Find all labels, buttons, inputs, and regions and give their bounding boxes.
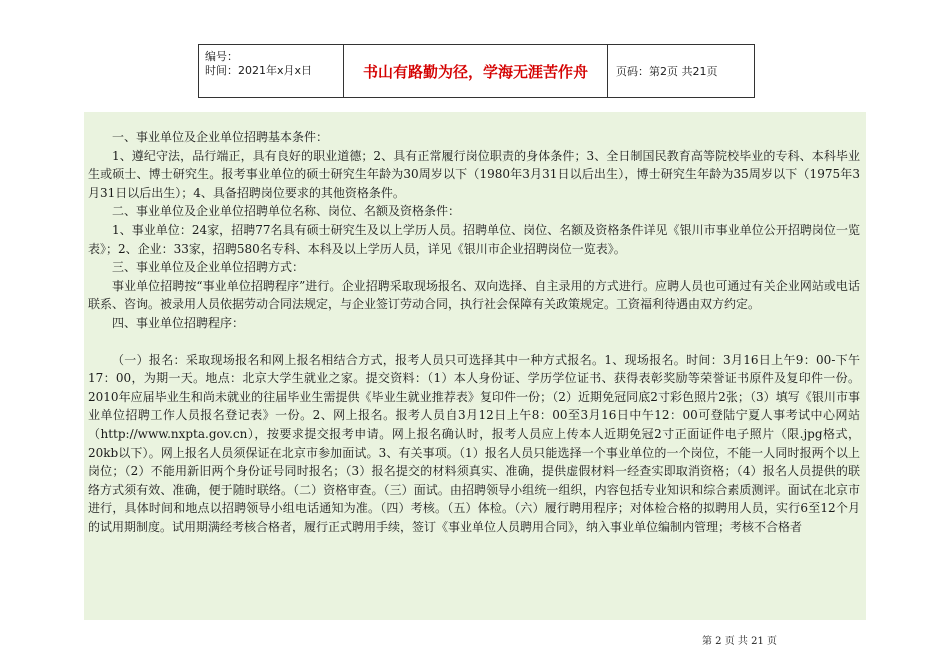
document-date: 时间：2021年x月x日 [205, 64, 313, 77]
section-heading-1: 一、事业单位及企业单位招聘基本条件： [112, 130, 329, 144]
section-heading-2: 二、事业单位及企业单位招聘单位名称、岗位、名额及资格条件： [112, 204, 461, 219]
paragraph-procedure: （一）报名：采取现场报名和网上报名相结合方式，报考人员只可选择其中一种方式报名。1、现场报名。时间：3月16日上午9：00-下午17：00，为期一天。地点：北京大学生就业之家。提交资料：（1）本人身份证、学历学位证书、获得表彰奖励等荣誉证书原件及复印件一份。2010年应届毕业生和尚未就业的往届毕业生需提供《毕业生就业推荐表》复印件一份；（2）近期免冠同底2寸彩色照片2张；（3）填写《银川市事业单位招聘工作人员报名登记表》一份。2、网上报名。报考人员自3月12日上午8：00至3月16日中午12：00可登陆宁夏人事考试中心网站（http://www.nxpta.gov.cn），按要求提交报考申请。网上报名确认时，报考人员应上传本人近期免冠2寸正面证件电子照片（限.jpg格式，20kb以下）。网上报名人员须保证在北京市参加面试。3、有关事项。（1）报名人员只能选择一个事业单位的一个岗位，不能一人同时报两个以上岗位；（2）不能用新旧两个身份证号同时报名；（3）报名提交的材料须真实、准确，提供虚假材料一经查实即取消资格；（4）报名人员提供的联络方式须有效、准确，便于随时联络。（二）资格审查。（三）面试。由招聘领导小组统一组织，内容包括专业知识和综合素质测评。面试在北京市进行，具体时间和地点以招聘领导小组电话通知为准。（四）考核。（五）体检。（六）履行聘用程序；对体检合格的拟聘用人员，实行6至12个月的试用期制度。试用期满经考核合格者，履行正式聘用手续，签订《事业单位人员聘用合同》，纳入事业单位编制内管理；考核不合格者 [88, 352, 860, 534]
header-page-info: 页码：第2页 共21页 [616, 65, 718, 78]
section-heading-3: 三、事业单位及企业单位招聘方式： [112, 260, 305, 275]
paragraph-conditions: 1、遵纪守法，品行端正，具有良好的职业道德；2、具有正常履行岗位职责的身体条件；3、全日制国民教育高等院校毕业的专科、本科毕业生或硕士、博士研究生。报考事业单位的硕士研究生年龄为30周岁以下（1980年3月31日以后出生），博士研究生年龄为35周岁以下（1975年3月31日以后出生）；4、具备招聘岗位要求的其他资格条件。 [88, 148, 860, 200]
paragraph-units: 1、事业单位：24家，招聘77名具有硕士研究生及以上学历人员。招聘单位、岗位、名额及资格条件详见《银川市事业单位公开招聘岗位一览表》；2、企业：33家，招聘580名专科、本科及以上学历人员，详见《银川市企业招聘岗位一览表》。 [88, 222, 860, 256]
section-heading-4: 四、事业单位招聘程序： [112, 315, 245, 330]
page-footer: 第 2 页 共 21 页 [702, 636, 777, 647]
document-header [198, 44, 755, 98]
document-number-label: 编号： [205, 50, 238, 63]
header-motto: 书山有路勤为径，学海无涯苦作舟 [344, 45, 608, 97]
document-body [84, 112, 866, 620]
header-meta-cell [199, 45, 344, 97]
paragraph-methods: 事业单位招聘按“事业单位招聘程序”进行。企业招聘采取现场报名、双向选择、自主录用的方式进行。应聘人员也可通过有关企业网站或电话联系、咨询。被录用人员依据劳动合同法规定，与企业签订劳动合同，执行社会保障有关政策规定。工资福利待遇由双方约定。 [88, 278, 860, 312]
